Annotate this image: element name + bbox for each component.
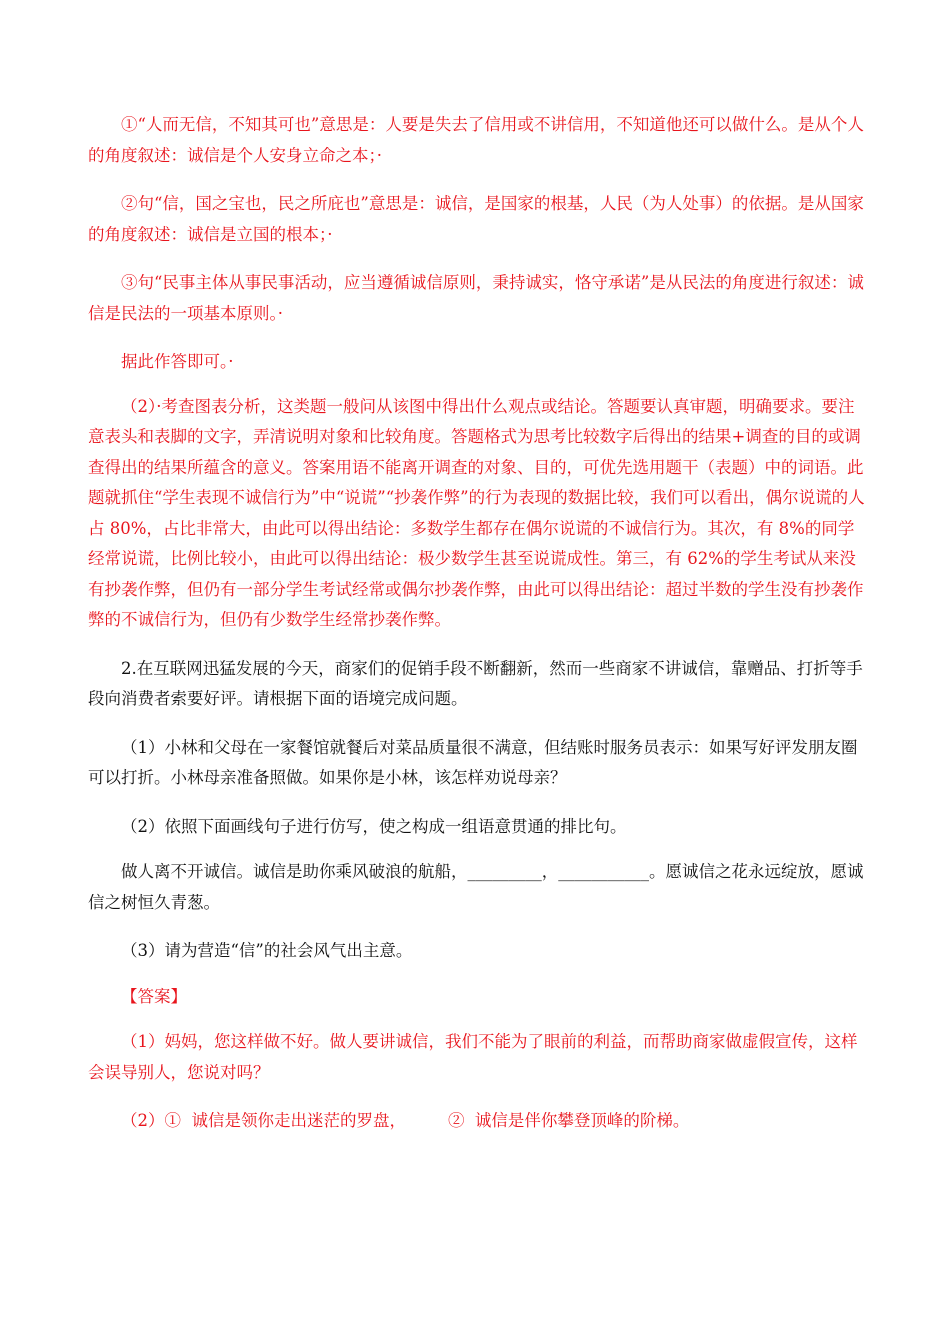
question-2-part-1: （1）小林和父母在一家餐馆就餐后对菜品质量很不满意，但结账时服务员表示：如果写好评发朋友圈可以打折。小林母亲准备照做。如果你是小林，该怎样劝说母亲？ <box>88 737 858 787</box>
answer-heading: 【答案】 <box>121 986 187 1006</box>
question-2-part-2: （2）依照下面画线句子进行仿写，使之构成一组语意贯通的排比句。 <box>121 816 627 836</box>
analysis-2: （2）·考查图表分析，这类题一般问从该图中得出什么观点或结论。答题要认真审题，明确要求。要注意表头和表脚的文字，弄清说明对象和比较角度。答题格式为思考比较数字后得出的结果+调查的目的或调查得出的结果所蕴含的意义。答案用语不能离开调查的对象、目的，可优先选用题干（表题）中的词语。此题就抓住“学生表现不诚信行为”中“说谎”“抄袭作弊”的行为表现的数据比较，我们可以看出，偶尔说谎的人占 80%，占比非常大，由此可以得出结论：多数学生都存在偶尔说谎的不诚信行为。其次，有 8%的同学经常说谎，比例比较小，由此可以得出结论：极少数学生甚至说谎成性。第三，有 62%的学生考试从来没有抄袭作弊，但仍有一部分学生考试经常或偶尔抄袭作弊，由此可以得出结论：超过半数的学生没有抄袭作弊的不诚信行为，但仍有少数学生经常抄袭作弊。 <box>88 396 865 629</box>
answer-part-1: （1）妈妈，您这样做不好。做人要讲诚信，我们不能为了眼前的利益，而帮助商家做虚假宣传，这样会误导别人，您说对吗？ <box>88 1032 858 1082</box>
answer-point-1: ①“人而无信，不知其可也”意思是：人要是失去了信用或不讲信用，不知道他还可以做什么。是从个人的角度叙述：诚信是个人安身立命之本；· <box>88 115 864 165</box>
answer-part-2: （2）① 诚信是领你走出迷茫的罗盘， ② 诚信是伴你攀登顶峰的阶梯。 <box>121 1111 690 1130</box>
answer-point-4: 据此作答即可。· <box>121 352 234 371</box>
question-2-intro: 2.在互联网迅猛发展的今天，商家们的促销手段不断翻新，然而一些商家不讲诚信，靠赠品、打折等手段向消费者索要好评。请根据下面的语境完成问题。 <box>88 658 863 708</box>
question-2-imitation-text: 做人离不开诚信。诚信是助你乘风破浪的航船，_________，___________。愿诚信之花永远绽放，愿诚信之树恒久青葱。 <box>88 862 864 912</box>
answer-point-2: ②句“信，国之宝也，民之所庇也”意思是：诚信，是国家的根基，人民（为人处事）的依据。是从国家的角度叙述：诚信是立国的根本；· <box>88 194 864 244</box>
answer-point-3: ③句“民事主体从事民事活动，应当遵循诚信原则，秉持诚实，恪守承诺”是从民法的角度进行叙述：诚信是民法的一项基本原则。· <box>88 273 864 323</box>
document-page <box>88 110 870 1155</box>
question-2-part-3: （3）请为营造“信”的社会风气出主意。 <box>121 941 413 960</box>
